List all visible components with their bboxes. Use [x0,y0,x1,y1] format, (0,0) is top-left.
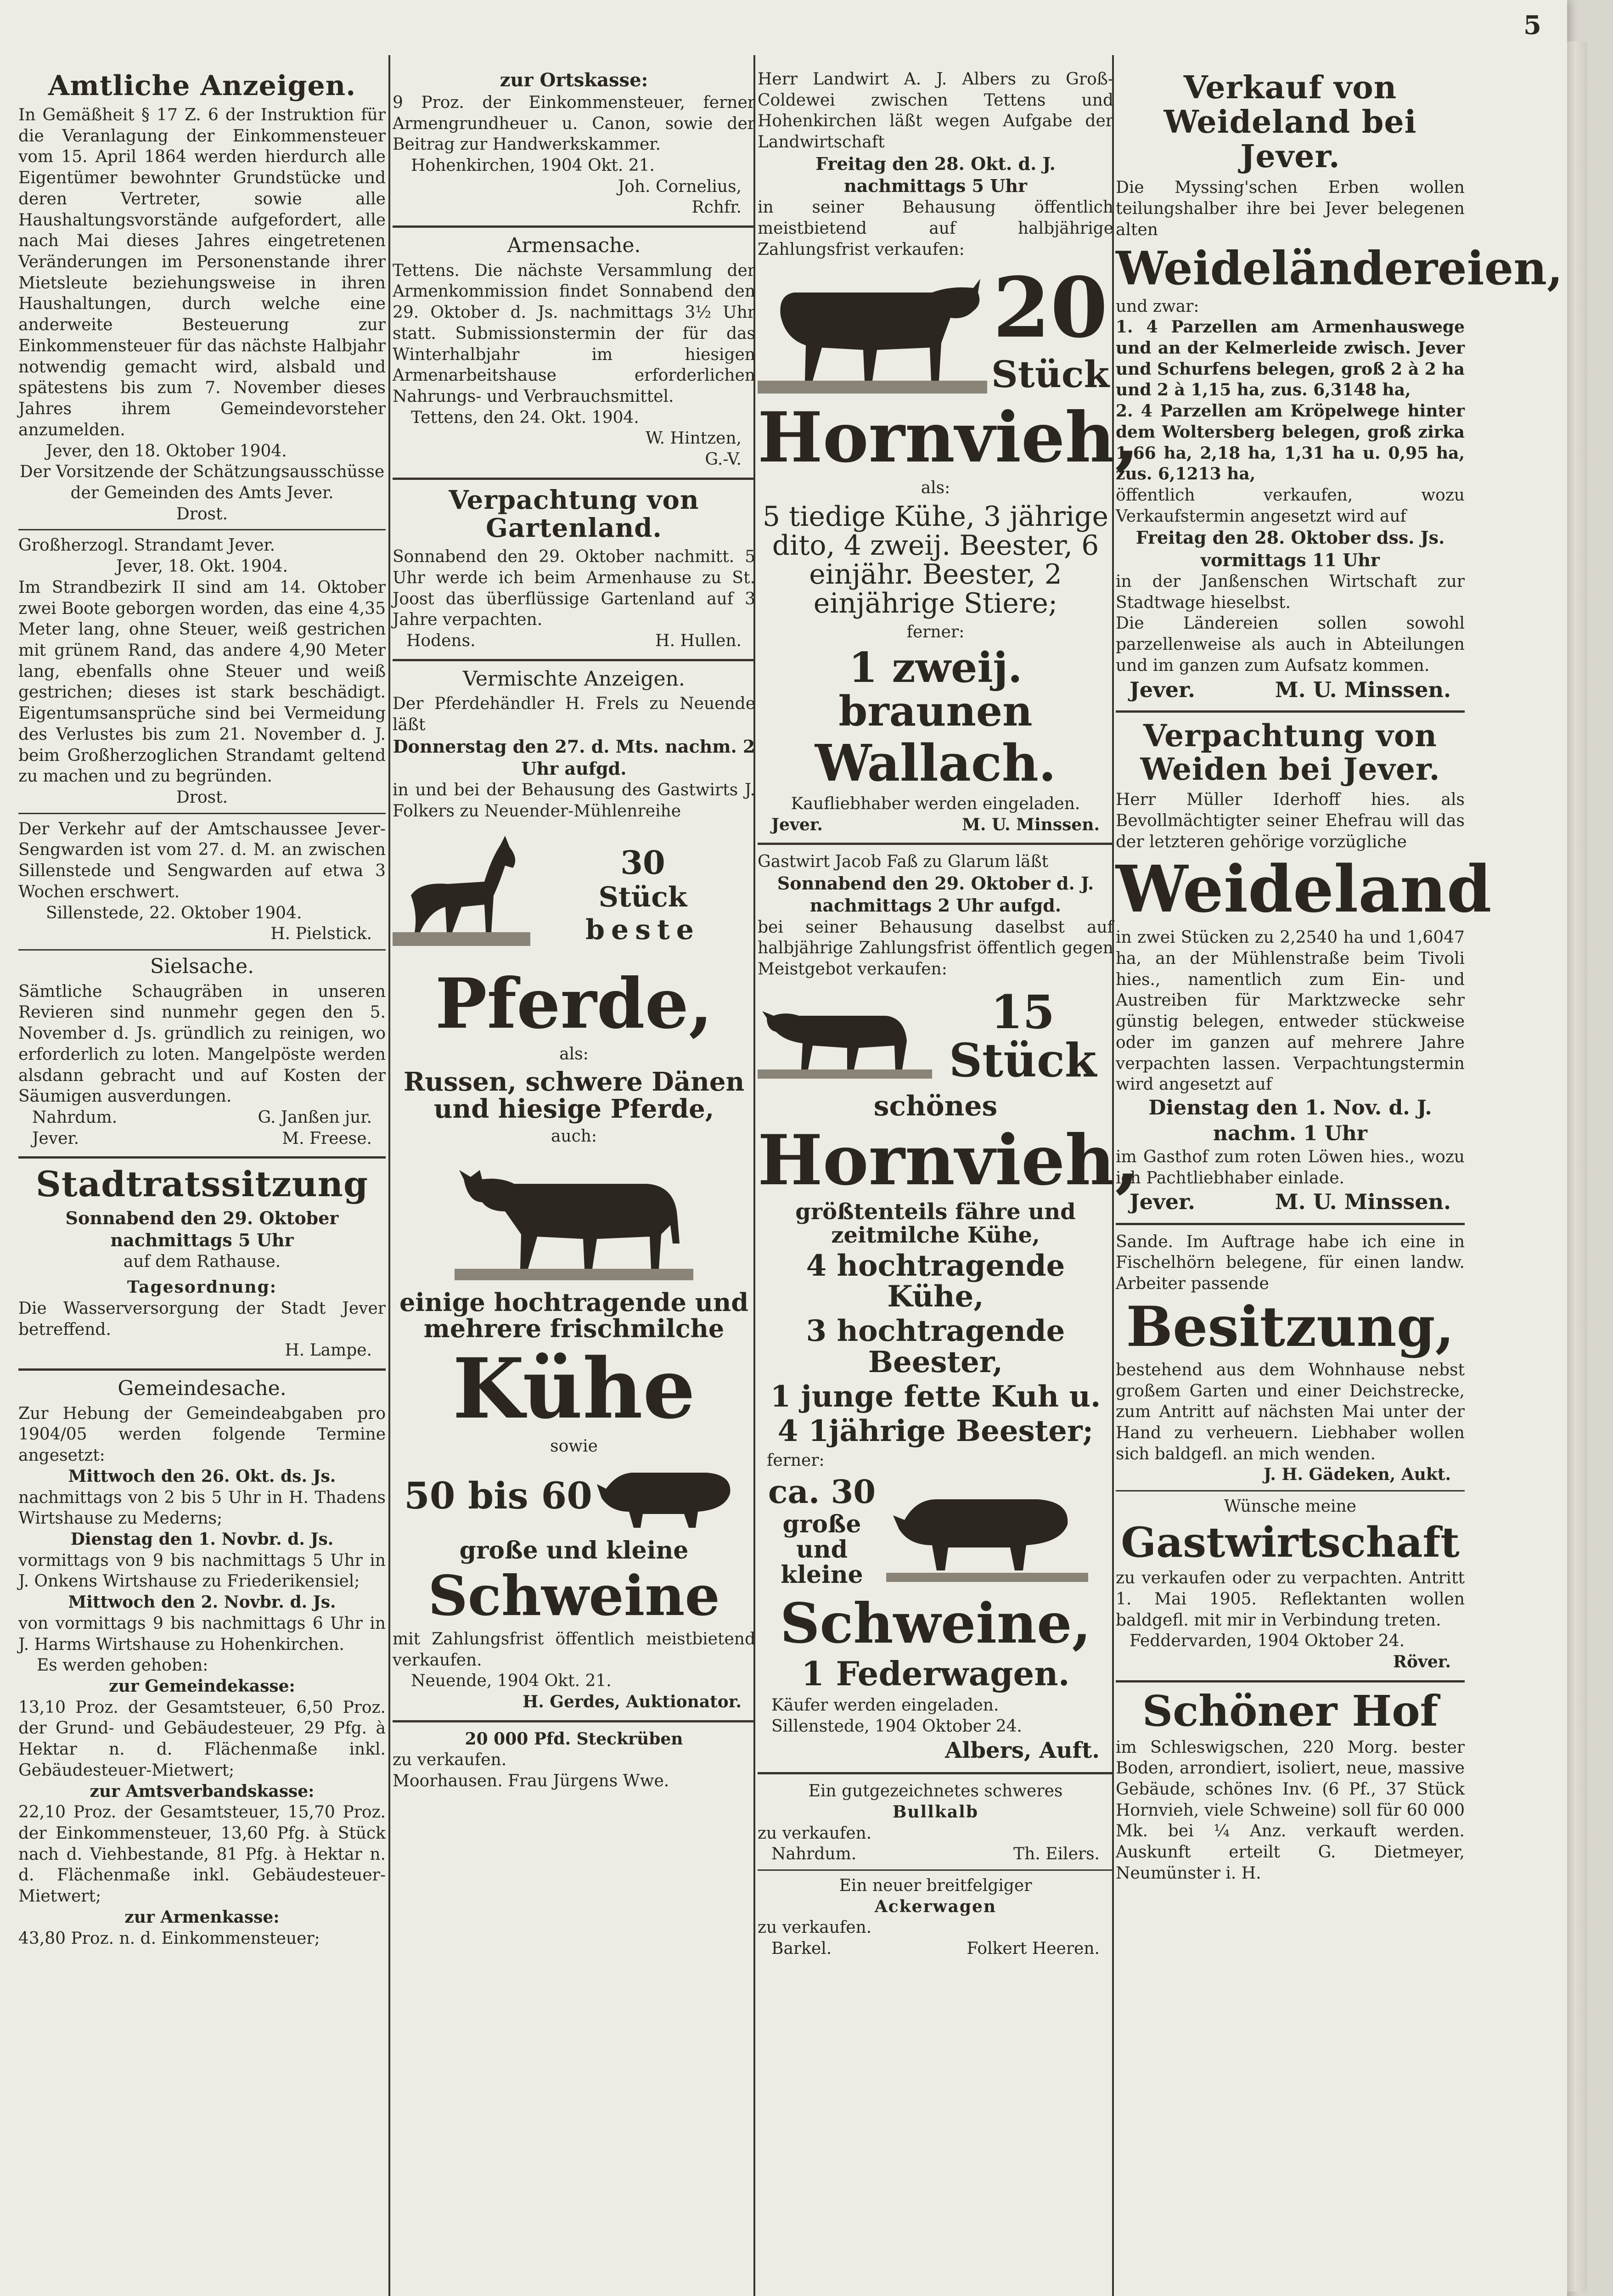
ad-signature: Moorhausen. Frau Jürgens Wwe. [393,1772,669,1791]
divider [758,1869,1113,1871]
notice-date: Tettens, den 24. Okt. 1904. [411,408,639,427]
ad-subline: größtenteils fähre und zeitmilche Kühe, [795,1199,1076,1248]
horse-icon [393,827,530,964]
ad-unit: Stück [598,881,687,914]
column-2 [393,69,755,2296]
ad-title: Ackerwagen [874,1896,997,1916]
ad-subline: große und kleine [781,1510,863,1589]
ad-title: Verpachtung von Gartenland. [449,484,699,544]
cow-icon [758,260,987,398]
divider [1116,1680,1465,1683]
agenda-item: Die Wasserversorgung der Stadt Jever betreffend. [18,1299,386,1339]
divider [393,659,755,661]
signature-name: M. U. Minssen. [1275,1189,1451,1215]
ad-text: in und bei der Behausung des Gastwirts J. Folkers zu Neuender-Mühlenreihe [393,781,755,821]
term-text: von vormittags 9 bis nachmittags 6 Uhr in J. Harms Wirtshause zu Hohenkirchen. [18,1614,386,1654]
notice-signature: Joh. Cornelius, [618,177,742,196]
signature-name: G. Janßen jur. [258,1108,372,1127]
term-heading: Dienstag den 1. Novbr. d. Js. [70,1529,334,1549]
ad-headline: Weideländereien, [1116,241,1563,295]
ad-text: Ein neuer breitfelgiger [839,1876,1032,1896]
ad-headline: Besitzung, [1126,1294,1455,1359]
notice-signature: G.-V. [705,450,742,469]
ad-text: als: [559,1045,589,1064]
notice-heading: Großherzogl. Strandamt Jever. [18,536,275,555]
ad-text: in der Janßenschen Wirtschaft zur Stadtwage hieselbst. [1116,572,1465,612]
signature-place: Jever. [1130,677,1196,702]
divider [393,478,755,480]
notice-signer: Der Vorsitzende der Schätzungsausschüsse der Gemeinden des Amts Jever. [19,462,385,502]
signature-place: Barkel. [771,1939,832,1958]
divider [18,813,386,814]
divider [393,1720,755,1722]
fund-text: 22,10 Proz. der Gesamtsteuer, 15,70 Proz. der Einkommensteuer, 13,60 Pfg. à Stück nach d. Viehbestande, 81 Pfg. à Hektar n. d. Flächenmaße inkl. Gebäudesteuer-Mietwert; [18,1803,386,1906]
ad-list-item: 4 hochtragende Kühe, [806,1249,1065,1314]
notice-signature: W. Hintzen, [645,429,742,448]
parcel-item: 1. 4 Parzellen am Armenhauswege und an der Kelmerleide zwisch. Jever und Schurfens belegen, groß 2 à 2 ha und 2 à 1,15 ha, zus. 6,3148 ha, [1116,317,1465,400]
ad-subline: große und kleine [459,1536,689,1565]
agenda-label: Tagesordnung: [127,1277,277,1297]
divider [18,949,386,951]
ad-headline: Hornvieh, [758,397,1139,478]
signature-place: Jever. [771,815,823,834]
signature-name: M. Freese. [282,1129,372,1148]
fund-heading: zur Ortskasse: [500,69,648,91]
ad-text: Wünsche meine [1224,1497,1356,1516]
ad-text: bei seiner Behausung daselbst auf halbjährige Zahlungsfrist öffentlich gegen Meistgebot verkaufen: [758,917,1113,979]
ad-breeds: Russen, schwere Dänen und hiesige Pferde, [403,1066,745,1124]
ad-text: ferner: [767,1451,825,1470]
notice-date: Sillenstede, 22. Oktober 1904. [46,903,302,923]
section-title: Stadtratssitzung [35,1164,369,1205]
divider [1116,1490,1465,1491]
ad-count: 15 Stück [949,985,1097,1087]
ad-headline: Gastwirtschaft [1121,1518,1460,1567]
ad-list: 5 tiedige Kühe, 3 jährige dito, 4 zweij. Beester, 6 einjähr. Beester, 2 einjährige Stiere; [762,500,1109,619]
section-title: Gemeindesache. [118,1377,287,1401]
ad-text: Herr Landwirt A. J. Albers zu Groß-Coldewei zwischen Tettens und Hohenkirchen läßt wegen Aufgabe der Landwirtschaft [758,70,1113,152]
ad-headline: Schweine, [780,1591,1091,1656]
ad-count: ca. 30 [768,1472,876,1511]
ad-headline: Wallach. [815,733,1057,793]
notice-text: Es werden gehoben: [37,1656,208,1675]
auction-date: Donnerstag den 27. d. Mts. nachm. 2 Uhr aufgd. [393,736,755,779]
ad-text: zu verkaufen. [393,1750,507,1770]
ad-signature: Röver. [1393,1652,1451,1672]
ad-text: ferner: [906,622,965,642]
meeting-date: Sonnabend den 29. Oktober nachmittags 5 Uhr [65,1207,339,1251]
ad-text: sowie [550,1436,598,1456]
ad-text: bestehend aus dem Wohnhause nebst großem Garten und einer Deichstrecke, zum Antritt auf nächsten Mai unter der Hand zu verheuern. Liebhaber wollen sich baldgefl. an mich wenden. [1116,1360,1465,1463]
notice-text: Tettens. Die nächste Versammlung der Armenkommission findet Sonnabend den 29. Oktober d. Js. nachmittags 3½ Uhr statt. Submissionstermin der für das Winterhalbjahr im hiesigen Armenarbeitshause erforderlichen Nahrungs- und Verbrauchsmittel. [393,261,755,406]
ad-list-item: 3 hochtragende Beester, [806,1314,1065,1379]
notice-signature: Drost. [176,504,228,523]
ad-text: Die Ländereien sollen sowohl parzellenweise als auch in Abteilungen und im ganzen zum Aufsatz kommen. [1116,614,1465,675]
term-text: nachmittags von 2 bis 5 Uhr in H. Thadens Wirtshause zu Mederns; [18,1488,386,1528]
signature-name: M. U. Minssen. [962,815,1100,834]
section-title: Sielsache. [150,955,254,979]
section-title: Armensache. [507,234,641,258]
signature-place: Hodens. [406,631,476,650]
fund-text: 9 Proz. der Einkommensteuer, ferner Armengrundheuer u. Canon, sowie der Beitrag zur Handwerkskammer. [393,93,755,154]
signature-name: Folkert Heeren. [967,1939,1100,1958]
ad-text: Gastwirt Jacob Faß zu Glarum läßt [758,852,1049,872]
ad-count: 30 [620,843,665,882]
fund-text: 13,10 Proz. der Gesamtsteuer, 6,50 Proz. der Grund- und Gebäudesteuer, 29 Pfg. à Hektar n. d. Flächenmaße inkl. Gebäudesteuer-Mietwert; [18,1698,386,1780]
ad-text: zu verkaufen. [758,1918,872,1937]
fund-text: 43,80 Proz. n. d. Einkommensteuer; [18,1929,320,1948]
notice-date: Jever, 18. Okt. 1904. [116,557,288,576]
divider [1116,710,1465,713]
signature-place: Nahrdum. [771,1845,857,1864]
ad-list-item: 1 junge fette Kuh u. [770,1379,1101,1414]
ad-subline: einige hochtragende und mehrere frischmilche [399,1288,748,1343]
ad-headline: Schöner Hof [1142,1686,1439,1736]
divider [18,1156,386,1159]
column-rule [388,55,390,2296]
ad-subline: schönes [873,1090,998,1122]
term-heading: Mittwoch den 2. Novbr. d. Js. [68,1593,336,1612]
pig-icon [592,1457,744,1535]
signature-place: Jever. [1130,1189,1196,1215]
ad-subline: 1 zweij. braunen [838,643,1033,736]
divider [1116,1223,1465,1225]
ad-count: 20 [993,259,1108,357]
notice-text: Sämtliche Schaugräben in unseren Revieren sind nunmehr gegen den 5. November d. Js. gründlich zu reinigen, wo erforderlich zu loten. Mangelpöste werden alsdann gebracht und auf Kosten der Säumigen ausverdungen. [18,982,386,1106]
ad-text: Herr Müller Iderhoff hies. als Bevollmächtigter seiner Ehefrau will das der letzteren gehörige vorzügliche [1116,790,1465,851]
cows-icon [758,990,932,1082]
divider [393,225,755,228]
signature-name: Th. Eilers. [1013,1845,1100,1864]
ad-text: mit Zahlungsfrist öffentlich meistbietend verkaufen. [393,1629,755,1670]
ad-signature: J. H. Gädeken, Aukt. [1264,1465,1451,1485]
ad-list-item: 4 1jährige Beester; [777,1414,1094,1448]
ad-date: Feddervarden, 1904 Oktober 24. [1130,1632,1405,1651]
auction-date: Sonnabend den 29. Oktober d. J. nachmittags 2 Uhr aufgd. [777,873,1094,916]
notice-text: Zur Hebung der Gemeindeabgaben pro 1904/05 werden folgende Termine angesetzt: [18,1404,386,1465]
notice-signature: H. Lampe. [285,1341,372,1360]
ad-date: Neuende, 1904 Okt. 21. [411,1671,612,1691]
fund-heading: zur Armenkasse: [124,1907,280,1927]
ad-text: Der Pferdehändler H. Frels zu Neuende läßt [393,694,755,734]
column-3 [758,69,1139,2296]
parcel-item: 2. 4 Parzellen am Kröpelwege hinter dem Woltersberg belegen, groß zirka 1,66 ha, 2,18 ha, 1,31 ha u. 0,95 ha, zus. 6,1213 ha, [1116,401,1465,484]
ad-headline: Kühe [452,1340,696,1437]
cow-icon [445,1152,703,1285]
ad-title: Verpachtung von Weiden bei Jever. [1140,717,1440,787]
ad-text: Kaufliebhaber werden eingeladen. [791,794,1080,813]
column-4 [1116,69,1563,2296]
ad-text: zu verkaufen. [758,1823,872,1843]
ad-text: zu verkaufen oder zu verpachten. Antritt 1. Mai 1905. Reflektanten wollen baldgefl. mit mir in Verbindung treten. [1116,1569,1465,1630]
ad-signature: H. Gerdes, Auktionator. [523,1692,742,1712]
divider [18,529,386,530]
ad-text: in seiner Behausung öffentlich meistbietend auf halbjährige Zahlungsfrist verkaufen: [758,198,1113,259]
ad-text: Sande. Im Auftrage habe ich eine in Fischelhörn belegene, für einen landw. Arbeiter passende [1116,1232,1465,1294]
ad-headline: Weideland [1116,852,1492,928]
ad-text: Sonnabend den 29. Oktober nachmitt. 5 Uhr werde ich beim Armenhause zu St. Joost das überflüssige Gartenland auf 3 Jahre verpachten. [393,547,755,630]
term-text: vormittags von 9 bis nachmittags 5 Uhr in J. Onkens Wirtshause zu Friederikensiel; [18,1551,386,1591]
ad-text: auch: [551,1127,597,1146]
divider [758,1772,1113,1774]
ad-unit: Stück [991,353,1110,396]
ad-text: im Schleswigschen, 220 Morg. bester Boden, arrondiert, isoliert, neue, massive Gebäude, schönes Inv. (6 Pf., 37 Stück Hornvieh, viele Schweine) soll für 60 000 Mk. bei ¼ Anz. verkauft werden. Auskunft erteilt G. Dietmeyer, Neumünster i. H. [1116,1738,1465,1883]
ad-text: Die Myssing'schen Erben wollen teilungshalber ihre bei Jever belegenen alten [1116,178,1465,239]
notice-date: Jever, den 18. Oktober 1904. [46,441,287,461]
notice-signature: Rchfr. [691,198,742,217]
notice-date: Hohenkirchen, 1904 Okt. 21. [411,156,655,175]
notice-signature: H. Pielstick. [270,924,372,944]
divider [758,843,1113,845]
ad-text: als: [921,478,950,498]
ad-headline: Pferde, [435,963,713,1044]
divider [18,1368,386,1371]
term-heading: Mittwoch den 26. Okt. ds. Js. [68,1466,336,1486]
section-title: Amtliche Anzeigen. [48,70,356,102]
ad-signature: Albers, Auft. [945,1738,1100,1764]
signature-name: M. U. Minssen. [1275,677,1451,702]
notice-text: In Gemäßheit § 17 Z. 6 der Instruktion für die Veranlagung der Einkommensteuer vom 15. April 1864 werden hierdurch alle Eigentümer bewohnter Grundstücke und deren Vertreter, sowie alle Haushaltungsvorstände aufgefordert, alle nach Mai dieses Jahres eingetretenen Veränderungen im Personenstande ihrer Mietsleute beziehungsweise in ihren Haushaltungen, durch welche eine anderweite Besteuerung zur Einkommensteuer für das nächste Halbjahr notwendig gemacht wird, alsbald und spätestens bis zum 7. November dieses Jahres ihrem Gemeindevorsteher anzumelden. [18,106,386,439]
ad-text: in zwei Stücken zu 2,2540 ha und 1,6047 ha, an der Mühlenstraße beim Tivoli hies., namentlich zum Ein- und Austreiben für Marktzwecke sehr günstig belegen, entweder stückweise oder im ganzen auf mehrere Jahre verpachten lassen. Verpachtungstermin wird angesetzt auf [1116,928,1465,1094]
ad-subline: 1 Federwagen. [801,1654,1070,1694]
auction-date: Freitag den 28. Okt. d. J. nachmittags 5 Uhr [815,153,1056,197]
auction-date: Freitag den 28. Oktober dss. Js. vormittags 11 Uhr [1135,527,1445,570]
ad-headline: Schweine [428,1563,720,1628]
page-number: 5 [1523,10,1541,40]
column-1 [18,69,386,2296]
ad-title: 20 000 Pfd. Steckrüben [465,1729,683,1749]
ad-text: Ein gutgezeichnetes schweres [808,1782,1063,1801]
signature-place: Jever. [32,1129,79,1148]
ad-headline: Hornvieh, [758,1120,1139,1201]
auction-date: Dienstag den 1. Nov. d. J. nachm. 1 Uhr [1148,1096,1432,1145]
section-title: Vermischte Anzeigen. [463,667,685,691]
ad-text: öffentlich verkaufen, wozu Verkaufstermin angesetzt wird auf [1116,486,1465,526]
ad-text: im Gasthof zum roten Löwen hies., wozu ich Pachtliebhaber einlade. [1116,1147,1465,1187]
ad-title: Bullkalb [892,1802,979,1822]
fund-heading: zur Gemeindekasse: [109,1677,295,1696]
notice-text: Im Strandbezirk II sind am 14. Oktober zwei Boote geborgen worden, das eine 4,35 Meter lang, ohne Steuer, weiß gestrichen mit grünem Rand, das andere 4,90 Meter lang, ebenfalls ohne Steuer und weiß gestrichen; dieses ist stark beschädigt. Eigentumsansprüche sind bei Vermeidung des Verlustes bis zum 21. November d. J. beim Großherzoglichen Strandamt geltend zu machen und zu begründen. [18,578,386,786]
meeting-place: auf dem Rathause. [123,1252,281,1272]
signature-place: Nahrdum. [32,1108,118,1127]
notice-signature: Drost. [176,788,228,807]
ad-count: 50 bis 60 [404,1474,592,1518]
ad-date: Sillenstede, 1904 Oktober 24. [771,1716,1022,1736]
signature-name: H. Hullen. [655,631,742,650]
ad-title: Verkauf von Weideland bei Jever. [1163,69,1417,175]
ad-text: Käufer werden eingeladen. [771,1695,999,1715]
ad-quality: beste [585,914,700,946]
notice-text: Der Verkehr auf der Amtschaussee Jever-Sengwarden ist vom 27. d. M. an zwischen Sillenstede und Sengwarden auf etwa 3 Wochen erschwert. [18,819,386,901]
fund-heading: zur Amtsverbandskasse: [90,1781,315,1801]
pig-icon [886,1476,1088,1587]
ad-text: und zwar: [1116,297,1199,316]
